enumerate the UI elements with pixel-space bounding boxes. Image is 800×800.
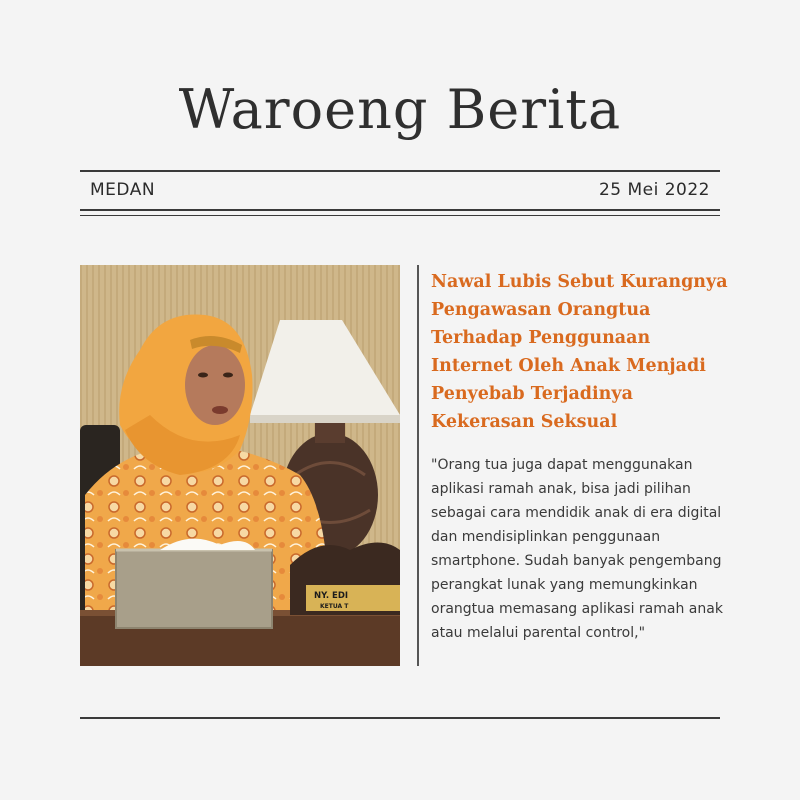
photo-illustration <box>80 265 400 666</box>
top-rule-3 <box>80 215 720 216</box>
nameplate-line2: KETUA T <box>320 603 349 610</box>
column-divider <box>417 265 419 666</box>
article-headline: Nawal Lubis Sebut Kurangnya Pengawasan Orangtua Terhadap Penggunaan Internet Oleh Anak Menjadi Penyebab Terjadinya Kekerasan Seksual <box>431 272 728 432</box>
dateline <box>90 180 710 200</box>
top-rule-1 <box>80 170 720 172</box>
article-quote: "Orang tua juga dapat menggunakan aplikasi ramah anak, bisa jadi pilihan sebagai cara mendidik anak di era digital dan mendisiplinkan penggunaan smartphone. Sudah banyak pengembang perangkat lunak yang memungkinkan orangtua memasang aplikasi ramah anak atau melalui parental control," <box>431 457 723 641</box>
article-photo <box>80 265 400 666</box>
masthead-title: Waroeng Berita <box>178 78 622 141</box>
top-rule-2 <box>80 209 720 211</box>
nameplate-line1: NY. EDI <box>314 591 349 601</box>
bottom-rule <box>80 717 720 719</box>
dateline-date: 25 Mei 2022 <box>598 180 710 200</box>
dateline-location: MEDAN <box>90 180 156 200</box>
tissue-box <box>116 550 272 628</box>
